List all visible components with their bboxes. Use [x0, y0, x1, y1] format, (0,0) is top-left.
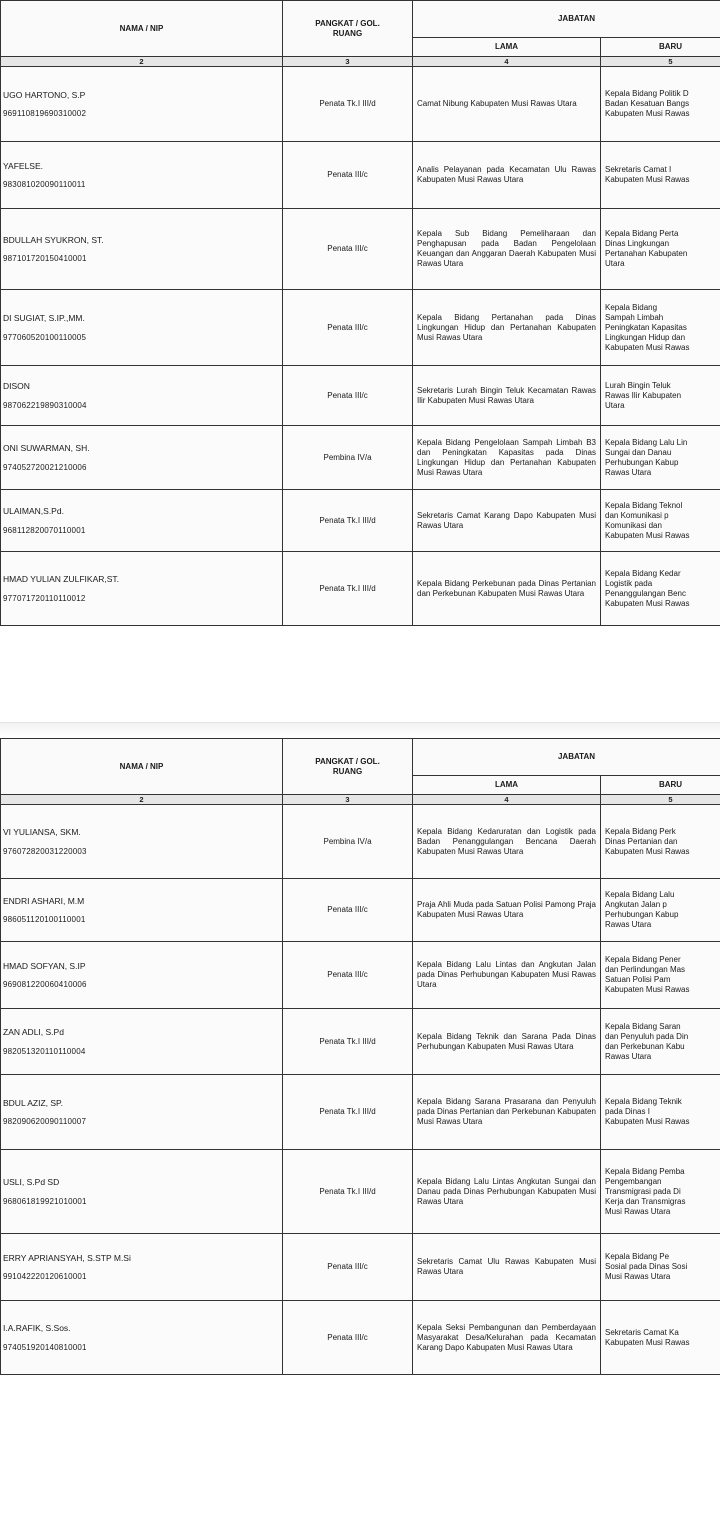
new-position-line: Kepala Bidang Kedar: [605, 568, 681, 578]
old-position-cell: Kepala Sub Bidang Pemeliharaan dan Penghapusan pada Badan Pengelolaan Keuangan dan Anggaran Daerah Kabupaten Musi Rawas Utara: [413, 209, 601, 290]
new-position-line: Komunikasi dan: [605, 520, 662, 530]
old-position-cell: Kepala Bidang Lalu Lintas dan Angkutan Jalan pada Dinas Perhubungan Kabupaten Musi Rawas Utara: [413, 942, 601, 1009]
employee-cell: [1, 1234, 283, 1301]
old-position-cell: Sekretaris Lurah Bingin Teluk Kecamatan Rawas Ilir Kabupaten Musi Rawas Utara: [413, 366, 601, 426]
employee-nip: 969110819690310002: [3, 109, 87, 119]
employee-name: BDULLAH SYUKRON, ST.: [3, 234, 104, 245]
old-position-cell: Praja Ahli Muda pada Satuan Polisi Pamong Praja Kabupaten Musi Rawas Utara: [413, 879, 601, 942]
employee-cell: [1, 552, 283, 626]
new-position-line: Musi Rawas Utara: [605, 1272, 671, 1282]
new-position-cell: [601, 879, 720, 942]
new-position-line: Kabupaten Musi Rawas: [605, 598, 690, 608]
rank-cell: Penata III/c: [283, 209, 413, 290]
new-position-cell: [601, 552, 720, 626]
table-row: [1, 1150, 720, 1234]
employee-name: DI SUGIAT, S.IP.,MM.: [3, 313, 85, 324]
new-position-line: Lingkungan Hidup dan: [605, 332, 686, 342]
page-separator: [0, 722, 720, 737]
new-position-line: Transmigrasi pada Di: [605, 1186, 681, 1196]
new-position-line: Utara: [605, 400, 625, 410]
rank-cell: Penata Tk.I III/d: [283, 552, 413, 626]
new-position-line: Musi Rawas Utara: [605, 1206, 671, 1216]
new-position-line: dan Perlindungan Mas: [605, 965, 686, 975]
employee-name: HMAD SOFYAN, S.IP: [3, 960, 86, 971]
new-position-line: Rawas Utara: [605, 1051, 652, 1061]
employee-cell: [1, 1009, 283, 1075]
employee-name: VI YULIANSA, SKM.: [3, 827, 81, 838]
header-name: NAMA / NIP: [1, 739, 283, 795]
table-row: [1, 1301, 720, 1375]
new-position-cell: [601, 1234, 720, 1301]
new-position-line: Sekretaris Camat Ka: [605, 1327, 679, 1337]
new-position-cell: [601, 209, 720, 290]
table-row: [1, 1075, 720, 1150]
col-number-new: 5: [601, 57, 720, 67]
employee-nip: 977060520100110005: [3, 332, 87, 342]
header-new: BARU: [601, 38, 720, 57]
new-position-line: Badan Kesatuan Bangs: [605, 99, 690, 109]
employee-name: UGO HARTONO, S.P: [3, 89, 86, 100]
employee-cell: [1, 942, 283, 1009]
table-row: [1, 490, 720, 552]
new-position-cell: [601, 426, 720, 490]
new-position-line: Kepala Bidang Saran: [605, 1021, 681, 1031]
rank-cell: Penata Tk.I III/d: [283, 490, 413, 552]
employee-name: USLI, S.Pd SD: [3, 1177, 60, 1188]
old-position-cell: Kepala Bidang Perkebunan pada Dinas Pertanian dan Perkebunan Kabupaten Musi Rawas Utara: [413, 552, 601, 626]
new-position-line: dan Perkebunan Kabu: [605, 1041, 685, 1051]
employee-name: ENDRI ASHARI, M.M: [3, 895, 85, 906]
new-position-line: Satuan Polisi Pam: [605, 975, 671, 985]
new-position-line: Rawas Utara: [605, 467, 652, 477]
new-position-line: Kabupaten Musi Rawas: [605, 530, 690, 540]
table-row: [1, 209, 720, 290]
col-number-old: 4: [413, 57, 601, 67]
new-position-line: Angkutan Jalan p: [605, 900, 667, 910]
new-position-line: Kepala Bidang Lalu Lin: [605, 437, 688, 447]
table-row: [1, 552, 720, 626]
new-position-cell: [601, 290, 720, 366]
old-position-cell: Kepala Bidang Lalu Lintas Angkutan Sungai dan Danau pada Dinas Perhubungan Kabupaten Musi Rawas Utara: [413, 1150, 601, 1234]
employee-cell: [1, 490, 283, 552]
table-row: [1, 1009, 720, 1075]
new-position-line: Peningkatan Kapasitas: [605, 322, 687, 332]
new-position-line: pada Dinas I: [605, 1107, 650, 1117]
new-position-line: Sungai dan Danau: [605, 447, 672, 457]
employee-cell: [1, 366, 283, 426]
employee-nip: 977071720110110012: [3, 593, 86, 603]
col-number-name: 2: [1, 795, 283, 805]
new-position-line: Penanggulangan Benc: [605, 588, 686, 598]
new-position-line: Sosial pada Dinas Sosi: [605, 1262, 688, 1272]
old-position-cell: Kepala Bidang Kedaruratan dan Logistik pada Badan Penanggulangan Bencana Daerah Kabupaten Musi Rawas Utara: [413, 805, 601, 879]
new-position-line: Kerja dan Transmigras: [605, 1196, 686, 1206]
table-row: [1, 290, 720, 366]
document-sheet-1: [0, 0, 720, 626]
old-position-cell: Kepala Bidang Pengelolaan Sampah Limbah B3 dan Peningkatan Kapasitas pada Dinas Lingkungan Hidup dan Pertanahan Kabupaten Musi Rawas Utara: [413, 426, 601, 490]
new-position-line: Kepala Bidang Perk: [605, 826, 676, 836]
employee-cell: [1, 805, 283, 879]
header-name: NAMA / NIP: [1, 1, 283, 57]
header-position: JABATAN: [413, 1, 720, 38]
table-row: [1, 805, 720, 879]
employee-cell: [1, 879, 283, 942]
table-row: [1, 426, 720, 490]
new-position-cell: [601, 805, 720, 879]
new-position-line: Kepala Bidang: [605, 302, 658, 312]
new-position-line: Dinas Pertanian dan: [605, 836, 678, 846]
employee-name: ERRY APRIANSYAH, S.STP M.Si: [3, 1252, 131, 1263]
new-position-line: Kepala Bidang Pe: [605, 1252, 670, 1262]
table-row: [1, 142, 720, 209]
employee-cell: [1, 142, 283, 209]
header-new: BARU: [601, 776, 720, 795]
employee-nip: 982090620090110007: [3, 1117, 87, 1127]
rank-cell: Penata Tk.I III/d: [283, 1009, 413, 1075]
old-position-cell: Camat Nibung Kabupaten Musi Rawas Utara: [413, 67, 601, 142]
employee-cell: [1, 1301, 283, 1375]
rank-cell: Penata III/c: [283, 142, 413, 209]
rank-cell: Penata Tk.I III/d: [283, 1075, 413, 1150]
new-position-line: Perhubungan Kabup: [605, 910, 679, 920]
employee-nip: 991042220120610001: [3, 1272, 87, 1282]
new-position-cell: [601, 1150, 720, 1234]
employee-cell: [1, 426, 283, 490]
employee-nip: 969081220060410006: [3, 980, 87, 990]
header-rank: PANGKAT / GOL. RUANG: [283, 739, 413, 795]
old-position-cell: Sekretaris Camat Ulu Rawas Kabupaten Musi Rawas Utara: [413, 1234, 601, 1301]
new-position-line: Lurah Bingin Teluk: [605, 380, 671, 390]
new-position-line: Kabupaten Musi Rawas: [605, 1337, 690, 1347]
rank-cell: Pembina IV/a: [283, 426, 413, 490]
employee-nip: 983081020090110011: [3, 180, 86, 190]
employee-name: YAFELSE.: [3, 160, 43, 171]
employee-cell: [1, 1150, 283, 1234]
header-old: LAMA: [413, 38, 601, 57]
new-position-line: Kepala Bidang Pener: [605, 955, 681, 965]
new-position-line: Kepala Bidang Lalu: [605, 890, 675, 900]
rank-cell: Penata III/c: [283, 366, 413, 426]
old-position-cell: Sekretaris Camat Karang Dapo Kabupaten Musi Rawas Utara: [413, 490, 601, 552]
employee-nip: 987101720150410001: [3, 254, 87, 264]
new-position-line: Kabupaten Musi Rawas: [605, 109, 690, 119]
employee-nip: 968061819921010001: [3, 1196, 87, 1206]
new-position-cell: [601, 366, 720, 426]
old-position-cell: Analis Pelayanan pada Kecamatan Ulu Rawas Kabupaten Musi Rawas Utara: [413, 142, 601, 209]
new-position-line: Pertanahan Kabupaten: [605, 249, 688, 259]
document-sheet-2: [0, 738, 720, 1375]
new-position-line: Utara: [605, 259, 625, 269]
new-position-cell: [601, 942, 720, 1009]
employee-cell: [1, 67, 283, 142]
employee-name: ONI SUWARMAN, SH.: [3, 443, 90, 454]
transfer-table-2: [0, 738, 720, 1375]
employee-nip: 987062219890310004: [3, 400, 87, 410]
employee-name: BDUL AZIZ, SP.: [3, 1097, 63, 1108]
header-rank: PANGKAT / GOL. RUANG: [283, 1, 413, 57]
new-position-line: Sampah Limbah: [605, 312, 664, 322]
new-position-line: Dinas Lingkungan: [605, 239, 670, 249]
col-number-name: 2: [1, 57, 283, 67]
transfer-table-1: [0, 0, 720, 626]
rank-cell: Penata III/c: [283, 942, 413, 1009]
employee-nip: 976072820031220003: [3, 846, 87, 856]
employee-name: HMAD YULIAN ZULFIKAR,ST.: [3, 574, 120, 585]
rank-cell: Penata Tk.I III/d: [283, 67, 413, 142]
new-position-line: Kabupaten Musi Rawas: [605, 1117, 690, 1127]
new-position-line: Kabupaten Musi Rawas: [605, 342, 690, 352]
rank-cell: Pembina IV/a: [283, 805, 413, 879]
new-position-cell: [601, 1075, 720, 1150]
new-position-line: Pengembangan: [605, 1176, 662, 1186]
new-position-line: Kepala Bidang Teknik: [605, 1097, 682, 1107]
new-position-line: Perhubungan Kabup: [605, 457, 679, 467]
employee-nip: 968112820070110001: [3, 525, 86, 535]
rank-cell: Penata III/c: [283, 290, 413, 366]
rank-cell: Penata III/c: [283, 879, 413, 942]
new-position-cell: [601, 1301, 720, 1375]
employee-nip: 974051920140810001: [3, 1342, 87, 1352]
rank-cell: Penata III/c: [283, 1301, 413, 1375]
new-position-line: Kepala Bidang Teknol: [605, 500, 683, 510]
new-position-cell: [601, 67, 720, 142]
employee-name: I.A.RAFIK, S.Sos.: [3, 1323, 71, 1334]
old-position-cell: Kepala Seksi Pembangunan dan Pemberdayaan Masyarakat Desa/Kelurahan pada Kecamatan Karang Dapo Kabupaten Musi Rawas Utara: [413, 1301, 601, 1375]
new-position-line: Sekretaris Camat I: [605, 165, 672, 175]
table-row: [1, 879, 720, 942]
table-row: [1, 366, 720, 426]
rank-cell: Penata Tk.I III/d: [283, 1150, 413, 1234]
header-old: LAMA: [413, 776, 601, 795]
new-position-cell: [601, 490, 720, 552]
employee-nip: 974052720021210006: [3, 462, 87, 472]
table-row: [1, 1234, 720, 1301]
employee-name: ZAN ADLI, S.Pd: [3, 1027, 64, 1038]
col-number-old: 4: [413, 795, 601, 805]
employee-nip: 986051120100110001: [3, 915, 86, 925]
table-row: [1, 67, 720, 142]
new-position-line: Kabupaten Musi Rawas: [605, 985, 690, 995]
employee-name: DISON: [3, 381, 30, 392]
employee-nip: 982051320110110004: [3, 1046, 86, 1056]
new-position-line: Kabupaten Musi Rawas: [605, 846, 690, 856]
new-position-line: Logistik pada: [605, 578, 653, 588]
old-position-cell: Kepala Bidang Pertanahan pada Dinas Lingkungan Hidup dan Pertanahan Kabupaten Musi Rawas Utara: [413, 290, 601, 366]
table-row: [1, 942, 720, 1009]
new-position-cell: [601, 142, 720, 209]
header-position: JABATAN: [413, 739, 720, 776]
employee-cell: [1, 290, 283, 366]
employee-cell: [1, 1075, 283, 1150]
new-position-line: Rawas Ilir Kabupaten: [605, 390, 682, 400]
col-number-new: 5: [601, 795, 720, 805]
new-position-line: dan Penyuluh pada Din: [605, 1031, 689, 1041]
employee-cell: [1, 209, 283, 290]
col-number-rank: 3: [283, 795, 413, 805]
new-position-line: Kepala Bidang Pemba: [605, 1166, 685, 1176]
rank-cell: Penata III/c: [283, 1234, 413, 1301]
new-position-line: Kabupaten Musi Rawas: [605, 175, 690, 185]
employee-name: ULAIMAN,S.Pd.: [3, 506, 64, 517]
new-position-cell: [601, 1009, 720, 1075]
new-position-line: Rawas Utara: [605, 920, 652, 930]
new-position-line: Kepala Bidang Politik D: [605, 89, 689, 99]
new-position-line: dan Komunikasi p: [605, 510, 669, 520]
col-number-rank: 3: [283, 57, 413, 67]
new-position-line: Kepala Bidang Perta: [605, 229, 679, 239]
old-position-cell: Kepala Bidang Sarana Prasarana dan Penyuluh pada Dinas Pertanian dan Perkebunan Kabupaten Musi Rawas Utara: [413, 1075, 601, 1150]
old-position-cell: Kepala Bidang Teknik dan Sarana Pada Dinas Perhubungan Kabupaten Musi Rawas Utara: [413, 1009, 601, 1075]
